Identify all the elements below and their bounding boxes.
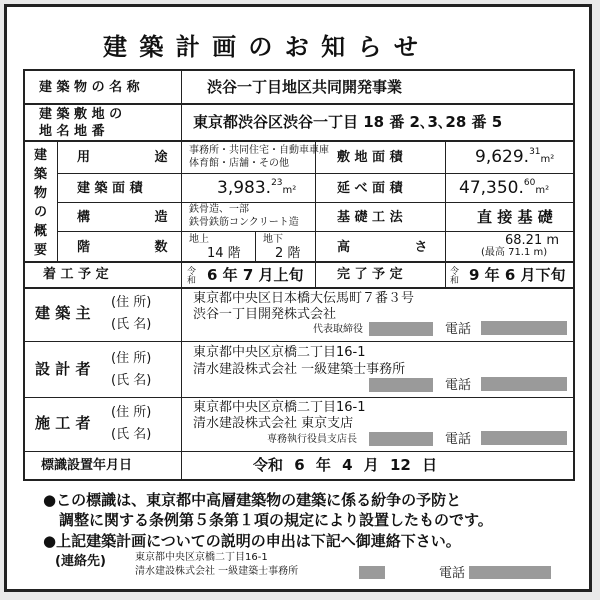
contact-rep-redaction: [359, 566, 385, 579]
owner-rep: 代表取締役: [313, 324, 363, 335]
site-area-unit: m²: [540, 154, 555, 165]
structure-value-line1: 鉄骨造、一部: [189, 204, 249, 215]
contact-label: (連絡先): [55, 554, 106, 569]
building-area-value: [217, 180, 296, 197]
overview-char-2: 築: [34, 167, 48, 182]
overview-char-6: 要: [34, 243, 48, 258]
overview-char-3: 物: [34, 186, 48, 201]
designer-role: 設 計 者: [35, 360, 91, 378]
designer-name: 清水建設株式会社 一級建築士事務所: [193, 362, 406, 377]
contractor-role: 施 工 者: [35, 414, 91, 432]
owner-name-label: (氏 名): [111, 317, 152, 332]
sign-date-label: 標識設置年月日: [41, 458, 133, 473]
floors-above-label: 地上: [189, 234, 209, 245]
use-label: 用 途: [77, 150, 168, 165]
designer-name-label: (氏 名): [111, 373, 152, 388]
completion-era: 令和: [450, 267, 460, 286]
structure-value-line2: 鉄骨鉄筋コンクリート造: [189, 217, 299, 228]
owner-phone-redaction: [481, 321, 567, 335]
note1-line2: 調整に関する条例第５条第１項の規定により設置したものです。: [59, 511, 493, 529]
floors-below-label: 地下: [263, 234, 283, 245]
start-era: 令和: [187, 267, 197, 286]
building-area-decimal: 23: [271, 178, 283, 188]
height-max-value: (最高 71.1 m): [481, 247, 548, 258]
note1-line1: ●この標識は、東京都中高層建築物の建築に係る紛争の予防と: [43, 491, 462, 509]
owner-rep-redaction: [369, 322, 433, 336]
contractor-address: 東京都中央区京橋二丁目16-1: [193, 400, 366, 415]
overview-char-5: 概: [34, 224, 48, 239]
floors-label: 階 数: [77, 240, 168, 255]
foundation-value: 直 接 基 礎: [477, 208, 553, 226]
use-value-line1: 事務所・共同住宅・自動車車庫: [189, 145, 329, 156]
contractor-name-label: (氏 名): [111, 427, 152, 442]
contractor-name: 清水建設株式会社 東京支店: [193, 416, 354, 431]
height-value: 68.21 m: [505, 233, 560, 248]
contact-phone-redaction: [469, 566, 551, 579]
contact-address: 東京都中央区京橋二丁目16-1: [135, 552, 268, 563]
contractor-phone-label: 電話: [445, 432, 472, 447]
site-area-value: [475, 149, 554, 166]
designer-rep-redaction: [369, 378, 433, 392]
note2: ●上記建築計画についての説明の申出は下記へ御連絡下さい。: [43, 532, 461, 550]
foundation-label: 基 礎 工 法: [337, 210, 403, 225]
contractor-addr-label: (住 所): [111, 405, 152, 420]
contractor-phone-redaction: [481, 431, 567, 445]
site-area-main: 9,629.: [475, 147, 530, 167]
notice-board: [4, 4, 592, 592]
overview-char-4: の: [34, 205, 48, 220]
contractor-rep-redaction: [369, 432, 433, 446]
notice-title: 建 築 計 画 の お 知 ら せ: [103, 33, 420, 61]
contact-name: 清水建設株式会社 一級建築士事務所: [135, 566, 299, 577]
start-label: 着 工 予 定: [43, 267, 109, 282]
building-name-label: 建 築 物 の 名 称: [39, 80, 140, 95]
owner-addr-label: (住 所): [111, 295, 152, 310]
floor-area-main: 47,350.: [459, 178, 524, 198]
designer-phone-redaction: [481, 377, 567, 391]
floor-area-decimal: 60: [523, 178, 536, 188]
site-value: 東京都渋谷区渋谷一丁目 18 番 2､3､28 番 5: [193, 113, 503, 131]
height-label: 高 さ: [337, 240, 428, 255]
floor-area-label: 延 べ 面 積: [337, 181, 403, 196]
floors-below-value: 2 階: [275, 246, 301, 261]
start-value: 6 年 7 月上旬: [207, 266, 304, 284]
designer-addr-label: (住 所): [111, 351, 152, 366]
building-area-unit: m²: [282, 185, 297, 196]
floors-above-value: 14 階: [207, 246, 241, 261]
completion-label: 完 了 予 定: [337, 267, 403, 282]
completion-value: 9 年 6 月下旬: [469, 266, 566, 284]
floor-area-unit: m²: [535, 185, 550, 196]
structure-label: 構 造: [77, 210, 168, 225]
sign-date-value: 令和 6 年 4 月 12 日: [253, 456, 438, 474]
owner-phone-label: 電話: [445, 322, 472, 337]
site-area-decimal: 31: [529, 147, 541, 157]
overview-char-1: 建: [34, 148, 48, 163]
site-label-line2: 地 名 地 番: [39, 124, 105, 139]
building-area-label: 建 築 面 積: [77, 181, 143, 196]
site-label-line1: 建 築 敷 地 の: [39, 107, 123, 122]
designer-phone-label: 電話: [445, 378, 472, 393]
owner-role: 建 築 主: [35, 304, 91, 322]
building-area-main: 3,983.: [217, 178, 272, 198]
site-area-label: 敷 地 面 積: [337, 150, 403, 165]
use-value-line2: 体育館・店舗・その他: [189, 158, 289, 169]
floor-area-value: [459, 180, 549, 197]
contractor-rep: 専務執行役員支店長: [267, 434, 357, 445]
designer-address: 東京都中央区京橋二丁目16-1: [193, 345, 366, 360]
building-name-value: 渋谷一丁目地区共同開発事業: [207, 78, 403, 96]
owner-name: 渋谷一丁目開発株式会社: [193, 307, 337, 322]
contact-phone-label: 電話: [439, 566, 466, 581]
owner-address: 東京都中央区日本橋大伝馬町７番３号: [193, 291, 415, 306]
